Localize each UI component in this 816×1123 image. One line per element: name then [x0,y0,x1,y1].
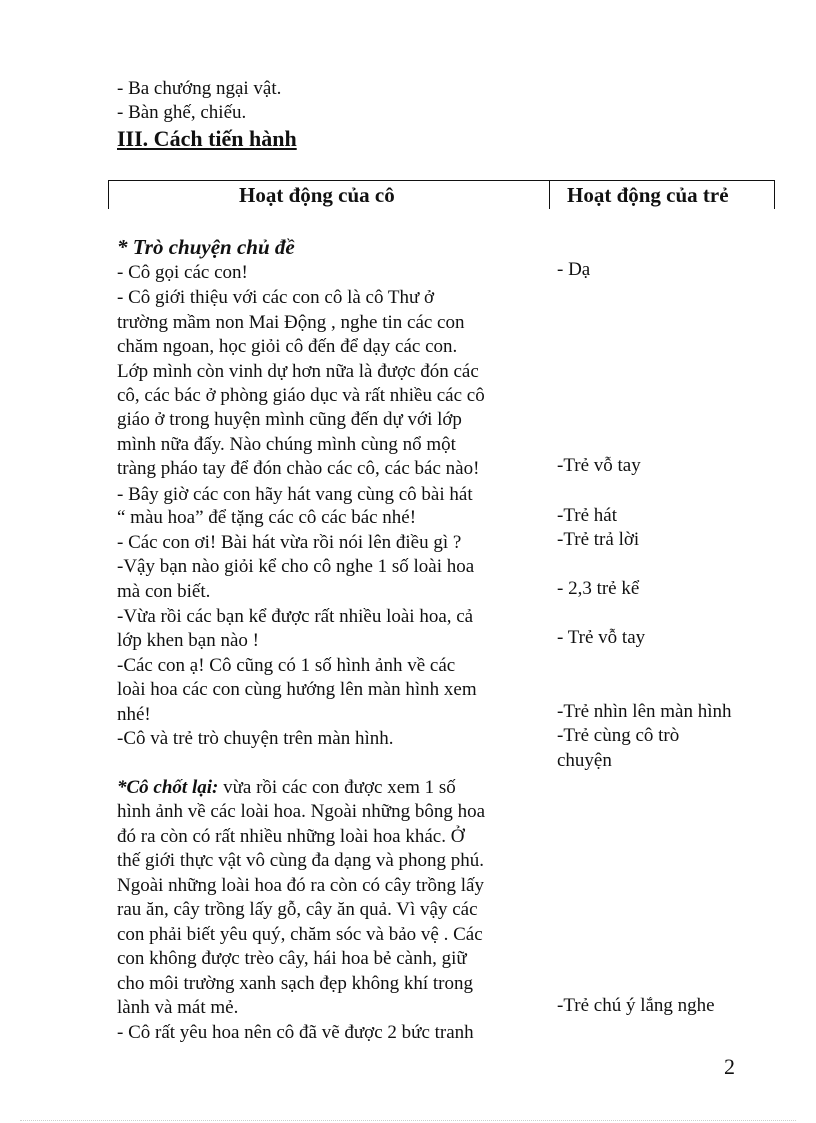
children-line: - Dạ [557,259,591,280]
summary-line: con không được trèo cây, hái hoa bẻ cành, giữ [117,948,467,969]
teacher-line: -Vậy bạn nào giỏi kể cho cô nghe 1 số loài hoa [117,556,475,577]
teacher-line: - Cô giới thiệu với các con cô là cô Thư ở [117,287,435,308]
summary-first-line [117,776,456,800]
children-line: chuyện [557,750,612,771]
summary-line: Ngoài những loài hoa đó ra còn có cây trồng lấy [117,875,484,896]
table-left-rule [108,180,109,209]
summary-line: thế giới thực vật vô cùng đa dạng và phong phú. [117,850,485,871]
teacher-line: -Các con ạ! Cô cũng có 1 số hình ảnh về các [117,655,456,676]
teacher-line: - Các con ơi! Bài hát vừa rồi nói lên điều gì ? [117,532,462,553]
topic-title: * Trò chuyện chủ đề [117,235,295,259]
teacher-line: nhé! [117,704,151,725]
teacher-line: mình nữa đấy. Nào chúng mình cùng nổ một [117,434,456,455]
page-number: 2 [724,1054,735,1079]
summary-line: rau ăn, cây trồng lấy gỗ, cây ăn quả. Vì vậy các [117,899,478,920]
summary-first-text: vừa rồi các con được xem 1 số [218,777,456,798]
material-item-2: - Bàn ghế, chiếu. [117,102,247,123]
table-middle-rule [549,180,550,209]
column-header-children: Hoạt động của trẻ [567,183,729,207]
summary-line: con phải biết yêu quý, chăm sóc và bảo vệ . Các [117,924,483,945]
column-header-teacher: Hoạt động của cô [239,183,395,207]
children-line: -Trẻ chú ý lắng nghe [557,995,715,1016]
children-line: -Trẻ hát [557,505,617,526]
teacher-line: lớp khen bạn nào ! [117,630,259,651]
children-line: -Trẻ trả lời [557,529,640,550]
table-right-rule [774,180,775,209]
teacher-line: trường mầm non Mai Động , nghe tin các con [117,312,465,333]
children-line: -Trẻ vỗ tay [557,455,641,476]
children-line: - Trẻ vỗ tay [557,627,646,648]
summary-line: lành và mát mẻ. [117,997,239,1018]
teacher-line: Lớp mình còn vinh dự hơn nữa là được đón các [117,361,479,382]
teacher-line: chăm ngoan, học giỏi cô đến để dạy các con. [117,336,458,357]
teacher-line: loài hoa các con cùng hướng lên màn hình xem [117,679,477,700]
section-heading: III. Cách tiến hành [117,126,297,151]
teacher-line: tràng pháo tay để đón chào các cô, các bác nào! [117,458,480,479]
teacher-line: -Vừa rồi các bạn kể được rất nhiều loài hoa, cả [117,606,474,627]
summary-line: hình ảnh về các loài hoa. Ngoài những bông hoa [117,801,486,822]
material-item-1: - Ba chướng ngại vật. [117,78,282,99]
teacher-line: cô, các bác ở phòng giáo dục và rất nhiều các cô [117,385,485,406]
summary-line: đó ra còn có rất nhiều những loài hoa khác. Ở [117,826,465,847]
table-top-rule [108,180,775,181]
children-line: - 2,3 trẻ kể [557,578,640,599]
summary-line: cho môi trường xanh sạch đẹp không khí trong [117,973,473,994]
children-line: -Trẻ nhìn lên màn hình [557,701,732,722]
children-line: -Trẻ cùng cô trò [557,725,680,746]
teacher-line: “ màu hoa” để tặng các cô các bác nhé! [117,507,417,528]
teacher-line: -Cô và trẻ trò chuyện trên màn hình. [117,728,394,749]
teacher-line: - Bây giờ các con hãy hát vang cùng cô bài hát [117,484,473,505]
summary-line: - Cô rất yêu hoa nên cô đã vẽ được 2 bức tranh [117,1022,474,1043]
summary-label: *Cô chốt lại: [117,777,219,798]
teacher-line: - Cô gọi các con! [117,262,248,283]
teacher-line: mà con biết. [117,581,211,602]
teacher-line: giáo ở trong huyện mình cũng đến dự với lớp [117,409,462,430]
page-bottom-divider [20,1120,796,1121]
